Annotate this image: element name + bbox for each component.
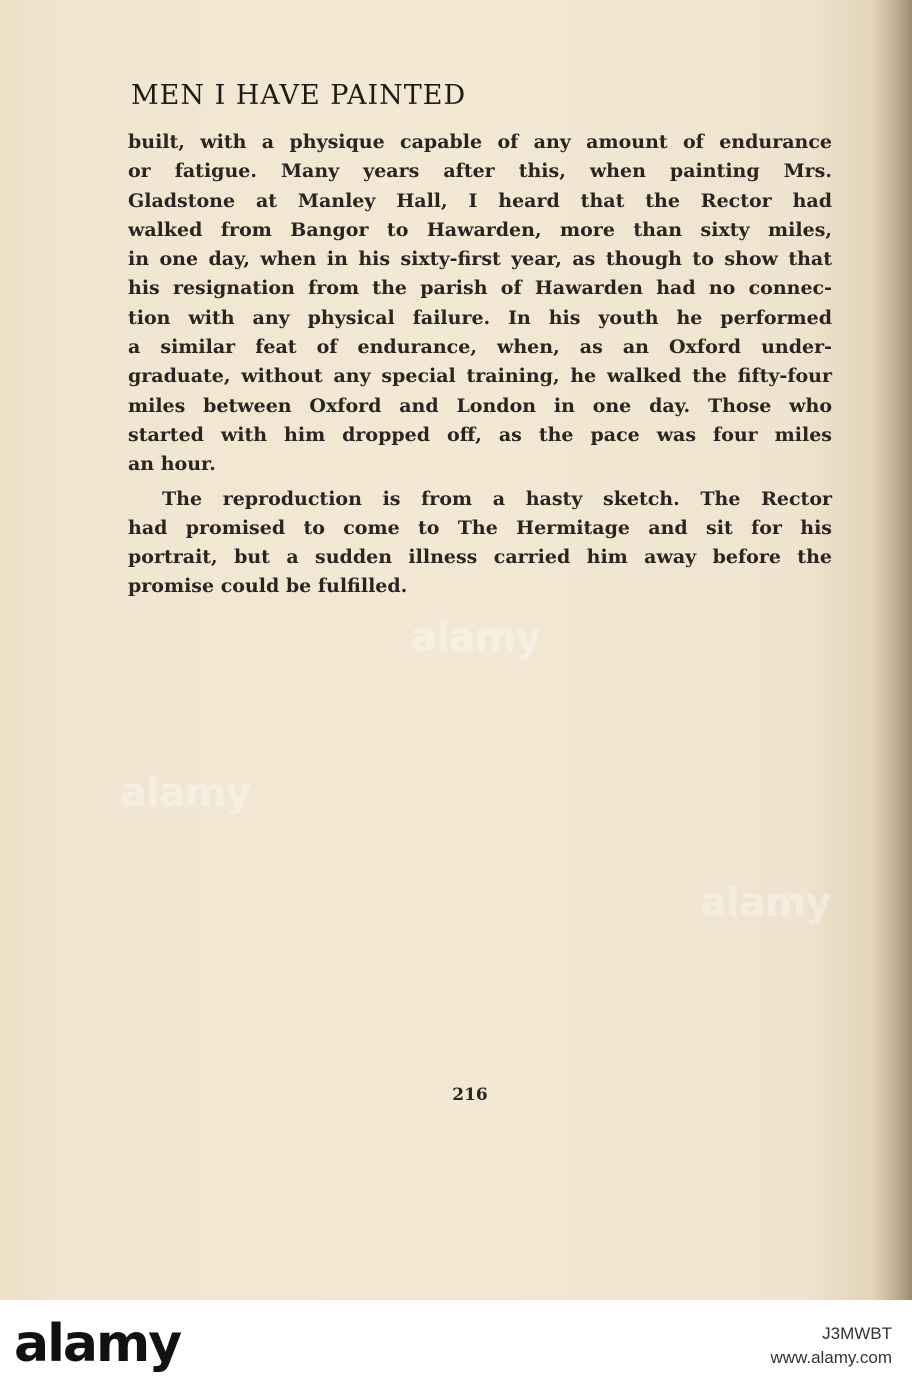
page-number: 216: [452, 1085, 488, 1105]
paragraph-2: [128, 485, 832, 602]
text-line: started with him dropped off, as the pace was four miles: [128, 423, 832, 446]
text-line: miles between Oxford and London in one day. Those who: [128, 394, 832, 417]
text-line: built, with a physique capable of any amount of endurance: [128, 131, 832, 153]
text-line: Gladstone at Manley Hall, I heard that the Rector had: [128, 189, 832, 212]
watermark: alamy: [700, 880, 831, 926]
watermark: alamy: [120, 770, 251, 816]
watermark: alamy: [410, 615, 541, 661]
text-line: an hour.: [128, 453, 216, 476]
text-line: his resignation from the parish of Hawarden had no connec-: [128, 277, 832, 300]
text-line: The reproduction is from a hasty sketch. The Rector: [162, 487, 832, 510]
text-line: or fatigue. Many years after this, when painting Mrs.: [128, 160, 832, 183]
image-id: J3MWBT: [822, 1324, 892, 1343]
running-head: MEN I HAVE PAINTED: [131, 80, 467, 111]
stock-meta: [770, 1322, 892, 1370]
stock-footer: [0, 1300, 912, 1390]
body-text: [128, 128, 832, 602]
text-line: tion with any physical failure. In his youth he performed: [128, 306, 832, 329]
text-line: promise could be fulfilled.: [128, 575, 408, 598]
text-line: walked from Bangor to Hawarden, more than sixty miles,: [128, 218, 832, 241]
stock-logo: alamy: [14, 1314, 181, 1374]
page-edge-shadow: [872, 0, 912, 1300]
text-line: a similar feat of endurance, when, as an Oxford under-: [128, 336, 832, 359]
paragraph-1: [128, 128, 832, 480]
stock-url: www.alamy.com: [770, 1348, 892, 1367]
text-line: portrait, but a sudden illness carried him away before the: [128, 546, 832, 569]
text-line: had promised to come to The Hermitage and sit for his: [128, 516, 832, 539]
text-line: in one day, when in his sixty-first year, as though to show that: [128, 248, 832, 271]
text-line: graduate, without any special training, he walked the fifty-four: [128, 365, 832, 388]
